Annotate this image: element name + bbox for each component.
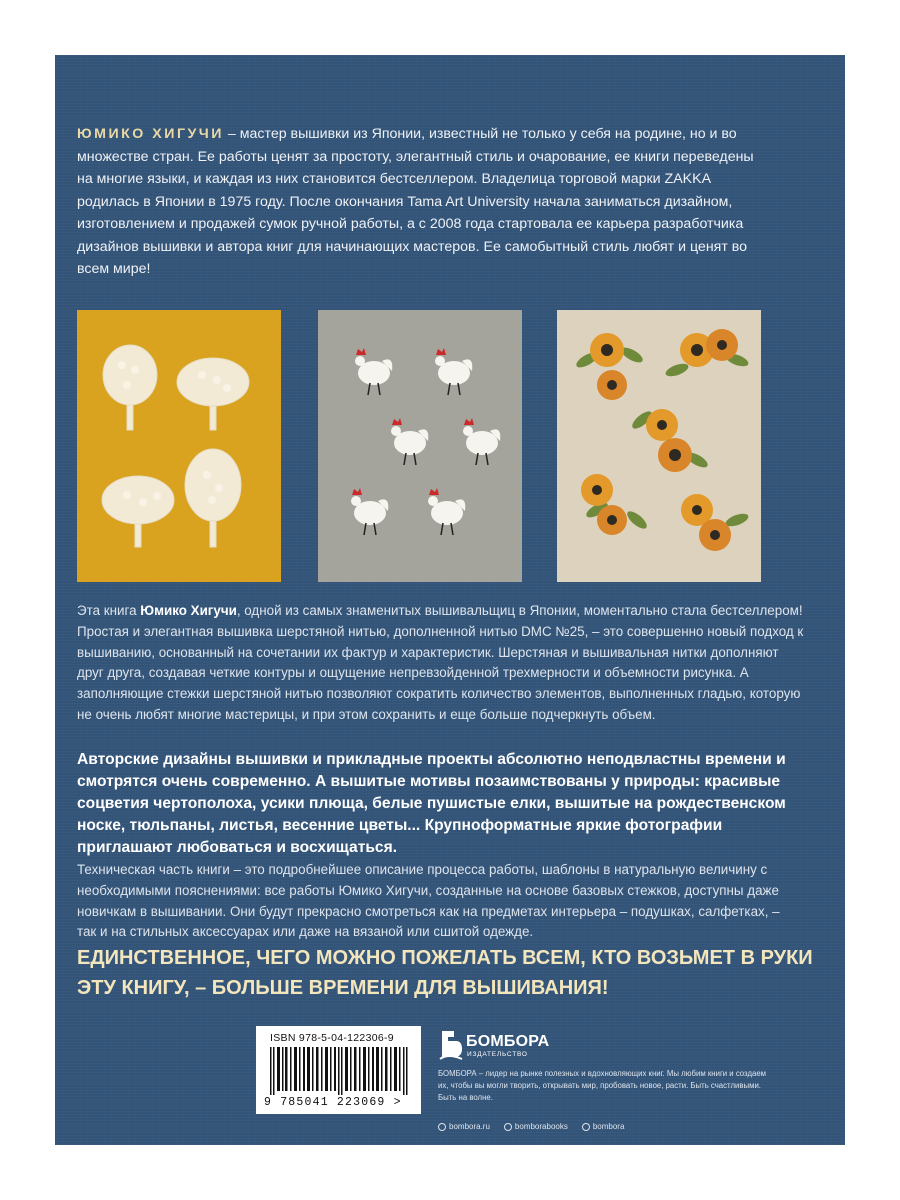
photo-embroidered-flowers	[557, 310, 761, 582]
social-vk[interactable]	[504, 1122, 568, 1131]
website-icon	[438, 1123, 446, 1131]
author-intro-text: – мастер вышивки из Японии, известный не только у себя на родине, но и во множестве стран. Ее работы ценят за простоту, элегантный стиль и очарование, ее книги переведены на многие языки, и каждая из них становится бестселлером. Владелица торговой марки ZAKKA родилась в Японии в 1975 году. После окончания Tama Art University начала заниматься дизайном, изготовлением и продажей сумок ручной работы, а с 2008 года стартовала ее карьера разработчика дизайнов вышивки и автора книг для начинающих мастеров. Ее самобытный стиль любят и ценят во всем мире!	[77, 126, 754, 277]
social-website-label: bombora.ru	[449, 1122, 490, 1131]
barcode-bars	[270, 1047, 410, 1095]
back-cover	[55, 55, 845, 1145]
publisher-logo-text: БОМБОРА	[466, 1033, 550, 1050]
barcode-box	[256, 1026, 421, 1114]
description-prefix: Эта книга	[77, 603, 141, 618]
bombora-logo-icon	[438, 1029, 464, 1061]
publisher-logo-subtitle: ИЗДАТЕЛЬСТВО	[467, 1051, 528, 1058]
technical-paragraph: Техническая часть книги – это подробнейшее описание процесса работы, шаблоны в натуральную величину с необходимыми пояснениями: все работы Юмико Хигучи, созданные на основе базовых стежков, доступны даже новичкам в вышивании. Они будут прекрасно смотреться как на предметах интерьера – подушках, салфетках, – так и на стильных аксессуарах или даже на вязаной или сшитой одежде.	[77, 862, 780, 940]
flowers-embroidery-image	[557, 310, 761, 582]
barcode-number: 9 785041 223069 >	[264, 1096, 402, 1109]
vk-icon	[504, 1123, 512, 1131]
author-intro	[77, 123, 767, 281]
photo-embroidered-roosters	[318, 310, 522, 582]
social-telegram-label: bombora	[592, 1122, 625, 1131]
trees-embroidery-image	[77, 310, 281, 582]
social-website[interactable]	[438, 1122, 490, 1131]
slogan: ЕДИНСТВЕННОЕ, ЧЕГО МОЖНО ПОЖЕЛАТЬ ВСЕМ, КТО ВОЗЬМЕТ В РУКИ ЭТУ КНИГУ, – БОЛЬШЕ ВРЕМЕНИ ДЛЯ ВЫШИВАНИЯ!	[77, 947, 813, 999]
book-description	[77, 601, 807, 726]
telegram-icon	[582, 1123, 590, 1131]
description-text: , одной из самых знаменитых вышивальщиц в Японии, моментально стала бестселлером! Простая и элегантная вышивка шерстяной нитью, дополненной нитью DMC №25, – это совершенно новый подход к вышиванию, основанный на сочетании их фактур и характеристик. Шерстяная и вышивальная нитки дополняют друг друга, создавая четкие контуры и ощущение непревзойденной трехмерности и объемности рисунка. А заполняющие стежки шерстяной нитью позволяют сократить количество элементов, выполненных гладью, которую не очень любят многие мастерицы, и при этом сохранить и еще больше подчеркнуть объем.	[77, 603, 804, 722]
social-vk-label: bomborabooks	[514, 1122, 568, 1131]
photo-embroidered-trees	[77, 310, 281, 582]
social-telegram[interactable]	[582, 1122, 625, 1131]
publisher-description: БОМБОРА – лидер на рынке полезных и вдохновляющих книг. Мы любим книги и создаем их, чтобы вы могли творить, открывать мир, пробовать новое, расти. Быть счастливыми. Быть на волне.	[438, 1069, 767, 1102]
author-name: ЮМИКО ХИГУЧИ	[77, 126, 224, 142]
publisher-socials	[438, 1122, 624, 1131]
highlight-paragraph: Авторские дизайны вышивки и прикладные проекты абсолютно неподвластны времени и смотрятся очень современно. А вышитые мотивы позаимствованы у природы: красивые соцветия чертополоха, усики плюща, белые пушистые елки, вышитые на рождественском носке, тюльпаны, листья, весенние цветы... Крупноформатные яркие фотографии приглашают любоваться и восхищаться.	[77, 751, 786, 856]
isbn-label: ISBN 978-5-04-122306-9	[270, 1032, 394, 1044]
roosters-embroidery-image	[318, 310, 522, 582]
description-author: Юмико Хигучи	[140, 603, 237, 618]
